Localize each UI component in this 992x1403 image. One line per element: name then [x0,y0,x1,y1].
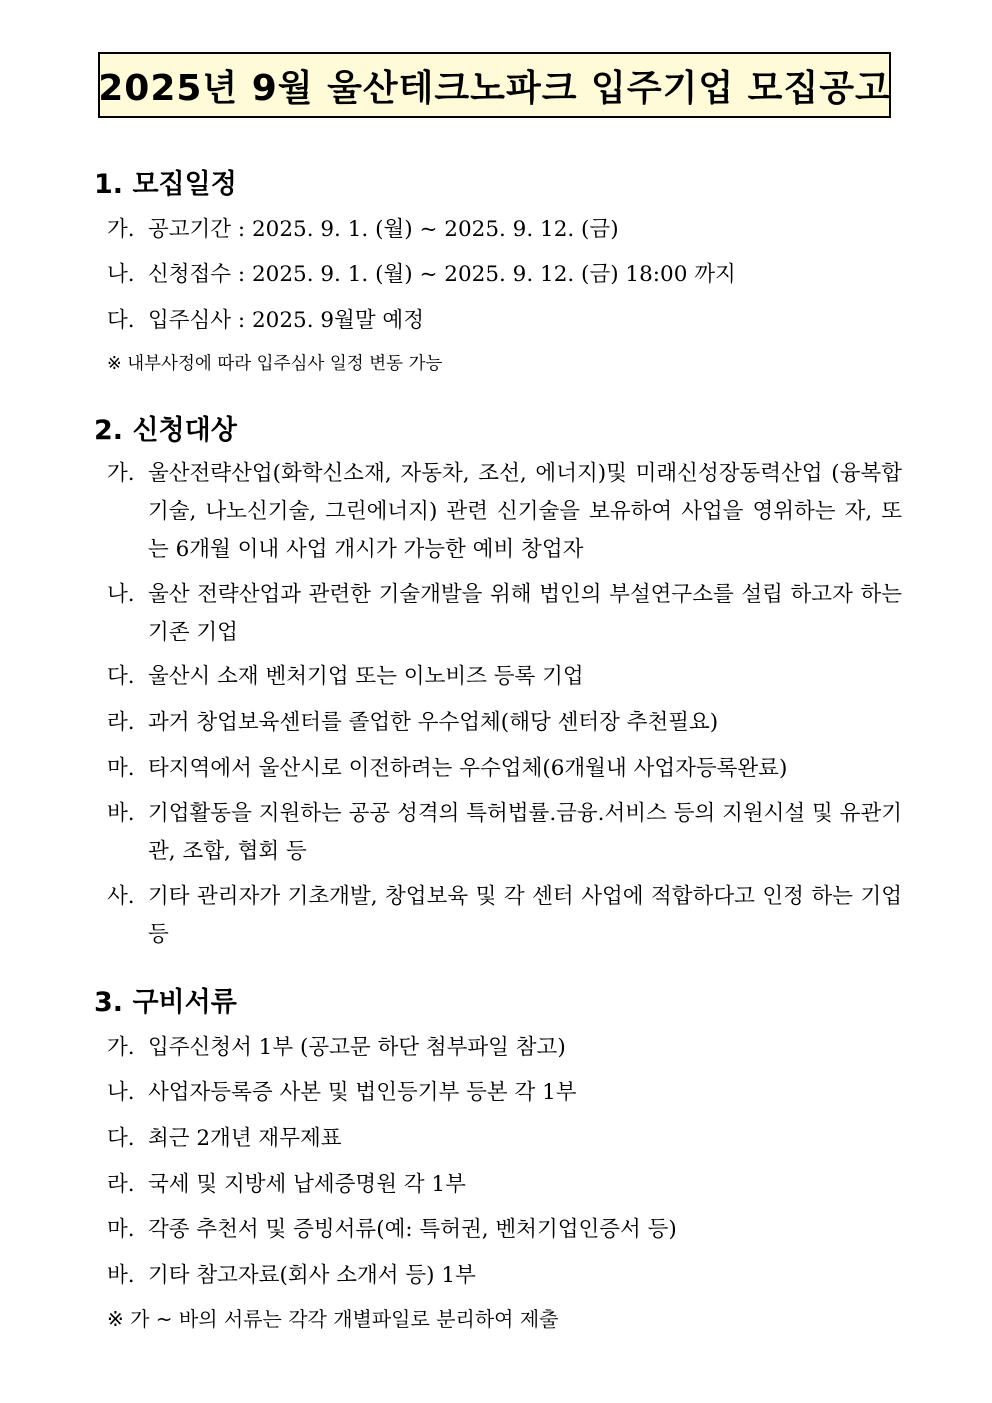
list-item [107,750,902,788]
item-marker: 라. [107,1172,135,1197]
list-item [107,878,902,954]
list-item [107,1166,902,1203]
item-marker: 나. [107,262,135,287]
item-marker: 나. [107,582,135,607]
title-box [98,52,891,118]
item-marker: 나. [107,1080,135,1105]
item-text: 울산 전략산업과 관련한 기술개발을 위해 법인의 부설연구소를 설립 하고자 하는 기존 기업 [148,582,902,645]
item-marker: 다. [107,664,135,689]
list-item [107,576,902,652]
item-text: 기타 참고자료(회사 소개서 등) 1부 [148,1263,476,1288]
item-marker: 바. [107,1263,135,1288]
list-item [107,302,902,339]
item-text: 기타 관리자가 기초개발, 창업보육 및 각 센터 사업에 적합하다고 인정 하는 기업 등 [148,884,902,947]
item-text: 타지역에서 울산시로 이전하려는 우수업체(6개월내 사업자등록완료) [148,756,788,781]
item-text: 사업자등록증 사본 및 법인등기부 등본 각 1부 [148,1080,577,1105]
item-text: 신청접수 : 2025. 9. 1. (월) ~ 2025. 9. 12. (금) 18:00 까지 [148,262,736,287]
item-text: 입주신청서 1부 (공고문 하단 첨부파일 참고) [148,1035,566,1060]
item-marker: 가. [107,217,135,242]
item-text: 기업활동을 지원하는 공공 성격의 특허법률.금융.서비스 등의 지원시설 및 유관기관, 조합, 협회 등 [148,801,902,864]
item-marker: 가. [107,1035,135,1060]
schedule-note: ※ 내부사정에 따라 입주심사 일정 변동 가능 [107,354,443,374]
list-item [107,795,902,871]
page-title: 2025년 9월 울산테크노파크 입주기업 모집공고 [98,67,891,109]
item-marker: 바. [107,801,135,826]
list-item [107,211,902,248]
section-heading-schedule: 1. 모집일정 [94,169,237,200]
list-item [107,256,902,293]
list-item [107,704,902,742]
item-text: 울산전략산업(화학신소재, 자동차, 조선, 에너지)및 미래신성장동력산업 (융복합기술, 나노신기술, 그린에너지) 관련 신기술을 보유하여 사업을 영위하는 자, 또는 6개월 이내 사업 개시가 가능한 예비 창업자 [148,461,902,562]
item-text: 공고기간 : 2025. 9. 1. (월) ~ 2025. 9. 12. (금) [148,217,619,242]
documents-note: ※ 가 ~ 바의 서류는 각각 개별파일로 분리하여 제출 [107,1307,559,1331]
list-item [107,658,902,696]
item-marker: 다. [107,308,135,333]
list-item [107,1211,902,1248]
list-item [107,1074,902,1111]
item-marker: 마. [107,1217,135,1242]
item-marker: 라. [107,710,135,735]
item-text: 과거 창업보육센터를 졸업한 우수업체(해당 센터장 추천필요) [148,710,719,735]
item-marker: 마. [107,756,135,781]
item-text: 국세 및 지방세 납세증명원 각 1부 [148,1172,466,1197]
item-marker: 사. [107,884,135,909]
section-heading-documents: 3. 구비서류 [94,987,237,1018]
list-item [107,1029,902,1066]
item-marker: 다. [107,1126,135,1151]
item-text: 최근 2개년 재무제표 [148,1126,342,1151]
list-item [107,1120,902,1157]
list-item [107,1257,902,1294]
item-text: 울산시 소재 벤처기업 또는 이노비즈 등록 기업 [148,664,584,689]
item-text: 각종 추천서 및 증빙서류(예: 특허권, 벤처기업인증서 등) [148,1217,677,1242]
item-marker: 가. [107,461,135,486]
item-text: 입주심사 : 2025. 9월말 예정 [148,308,424,333]
list-item [107,455,902,569]
section-heading-eligibility: 2. 신청대상 [94,415,237,446]
